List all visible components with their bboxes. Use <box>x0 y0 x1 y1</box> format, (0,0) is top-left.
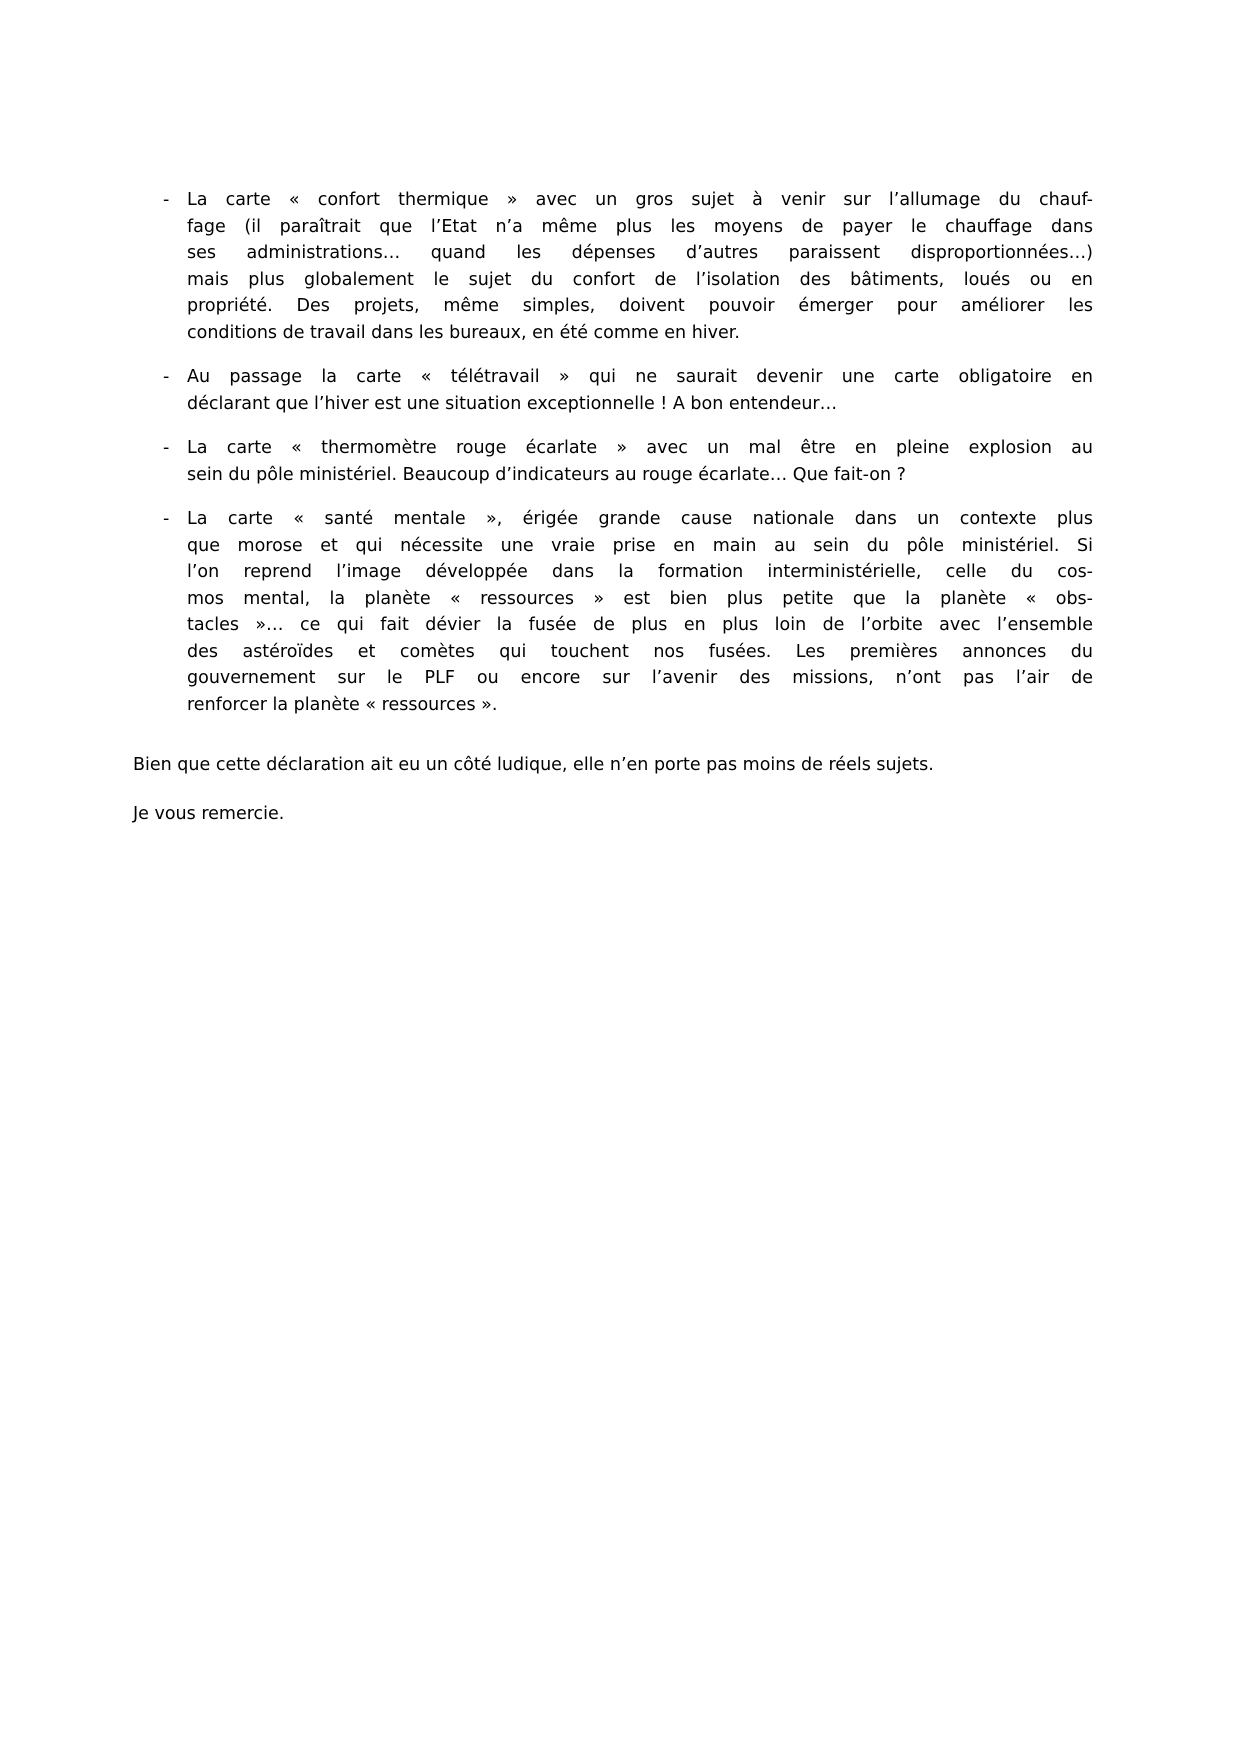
text-line: gouvernement sur le PLF ou encore sur l’avenir des missions, n’ont pas l’air de <box>187 668 1093 688</box>
bullet-item <box>133 506 1093 718</box>
bullet-marker: - <box>163 509 170 529</box>
text-line: La carte « confort thermique » avec un gros sujet à venir sur l’allumage du chauf- <box>187 190 1093 210</box>
text-line: mos mental, la planète « ressources » est bien plus petite que la planète « obs- <box>187 588 1093 609</box>
text-line: l’on reprend l’image développée dans la formation interministérielle, celle du cos- <box>187 562 1093 582</box>
text-line: que morose et qui nécessite une vraie prise en main au sein du pôle ministériel. Si <box>187 535 1093 556</box>
text-line: mais plus globalement le sujet du confort de l’isolation des bâtiments, loués ou en <box>187 269 1093 290</box>
bullet-list <box>133 187 1093 718</box>
text-line: La carte « santé mentale », érigée grande cause nationale dans un contexte plus <box>187 509 1093 529</box>
text-line: ses administrations… quand les dépenses d’autres paraissent disproportionnées…) <box>187 243 1093 263</box>
bullet-marker: - <box>163 367 170 387</box>
closing-paragraph: Bien que cette déclaration ait eu un côté ludique, elle n’en porte pas moins de réels sujets. <box>133 755 934 775</box>
text-line: déclarant que l’hiver est une situation exceptionnelle ! A bon entendeur… <box>187 393 838 414</box>
text-line: sein du pôle ministériel. Beaucoup d’indicateurs au rouge écarlate… Que fait-on ? <box>187 464 906 485</box>
text-line: Au passage la carte « télétravail » qui ne saurait devenir une carte obligatoire en <box>187 367 1093 387</box>
text-line: conditions de travail dans les bureaux, en été comme en hiver. <box>187 322 740 343</box>
text-line: propriété. Des projets, même simples, doivent pouvoir émerger pour améliorer les <box>187 296 1093 316</box>
bullet-item <box>133 187 1093 346</box>
bullet-marker: - <box>163 190 170 210</box>
text-line: fage (il paraîtrait que l’Etat n’a même plus les moyens de payer le chauffage dans <box>187 216 1093 237</box>
bullet-item <box>133 435 1093 488</box>
text-line: tacles »… ce qui fait dévier la fusée de plus en plus loin de l’orbite avec l’ensemble <box>187 615 1093 635</box>
bullet-marker: - <box>163 438 170 458</box>
text-line: des astéroïdes et comètes qui touchent nos fusées. Les premières annonces du <box>187 641 1093 662</box>
signoff-paragraph: Je vous remercie. <box>133 803 285 824</box>
bullet-item <box>133 364 1093 417</box>
text-line: renforcer la planète « ressources ». <box>187 694 498 715</box>
text-line: La carte « thermomètre rouge écarlate » avec un mal être en pleine explosion au <box>187 438 1093 458</box>
